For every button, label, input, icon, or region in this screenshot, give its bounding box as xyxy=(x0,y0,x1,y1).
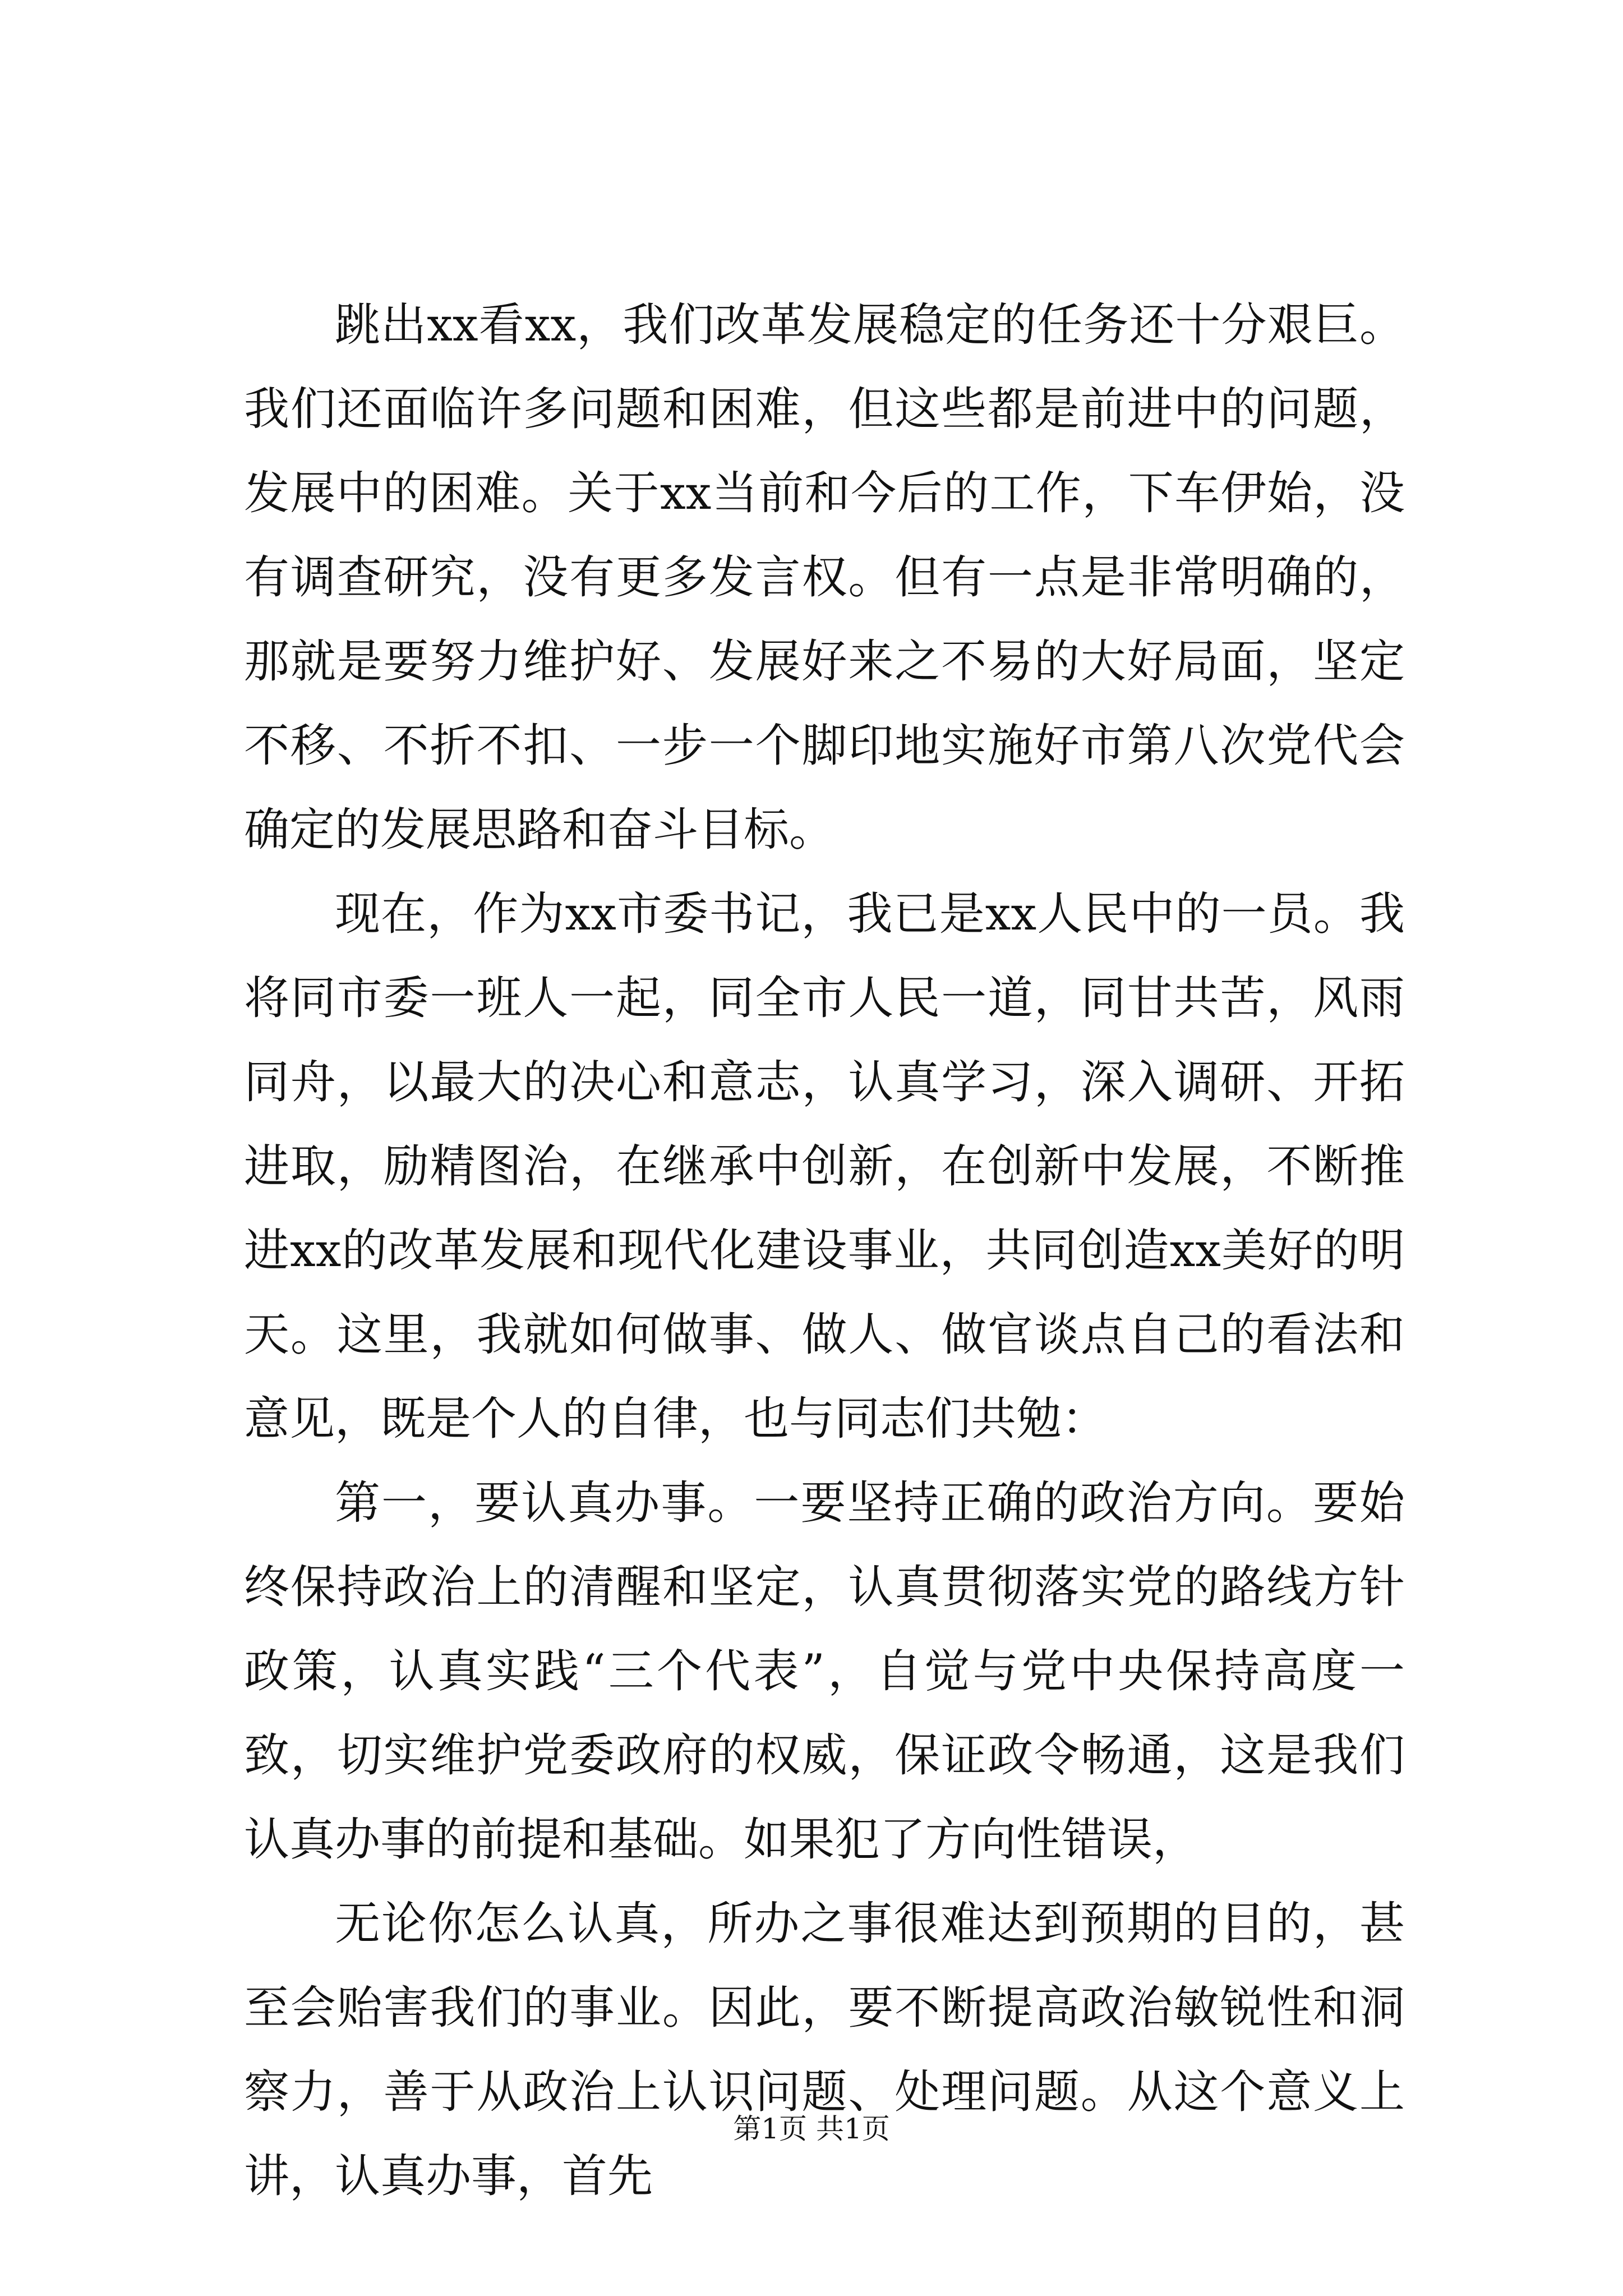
paragraph-1: 跳出xx看xx，我们改革发展稳定的任务还十分艰巨。我们还面临许多问题和困难，但这些都是前进中的问题，发展中的困难。关于xx当前和今后的工作，下车伊始，没有调查研究，没有更多发言权。但有一点是非常明确的，那就是要努力维护好、发展好来之不易的大好局面，坚定不移、不折不扣、一步一个脚印地实施好市第八次党代会确定的发展思路和奋斗目标。 xyxy=(244,299,1405,857)
page-footer: 第1页 共1页 xyxy=(733,2113,890,2145)
paragraph-4: 无论你怎么认真，所办之事很难达到预期的目的，甚至会贻害我们的事业。因此，要不断提高政治敏锐性和洞察力，善于从政治上认识问题、处理问题。从这个意义上讲，认真办事，首先 xyxy=(244,1898,1405,2203)
paragraph-3: 第一，要认真办事。一要坚持正确的政治方向。要始终保持政治上的清醒和坚定，认真贯彻落实党的路线方针政策，认真实践“三个代表”，自觉与党中央保持高度一致，切实维护党委政府的权威，保证政令畅通，这是我们认真办事的前提和基础。如果犯了方向性错误， xyxy=(244,1477,1405,1866)
document-body xyxy=(244,283,1405,2219)
paragraph-2: 现在，作为xx市委书记，我已是xx人民中的一员。我将同市委一班人一起，同全市人民一道，同甘共苦，风雨同舟，以最大的决心和意志，认真学习，深入调研、开拓进取，励精图治，在继承中创新，在创新中发展，不断推进xx的改革发展和现代化建设事业，共同创造xx美好的明天。这里，我就如何做事、做人、做官谈点自己的看法和意见，既是个人的自律，也与同志们共勉： xyxy=(244,888,1405,1446)
